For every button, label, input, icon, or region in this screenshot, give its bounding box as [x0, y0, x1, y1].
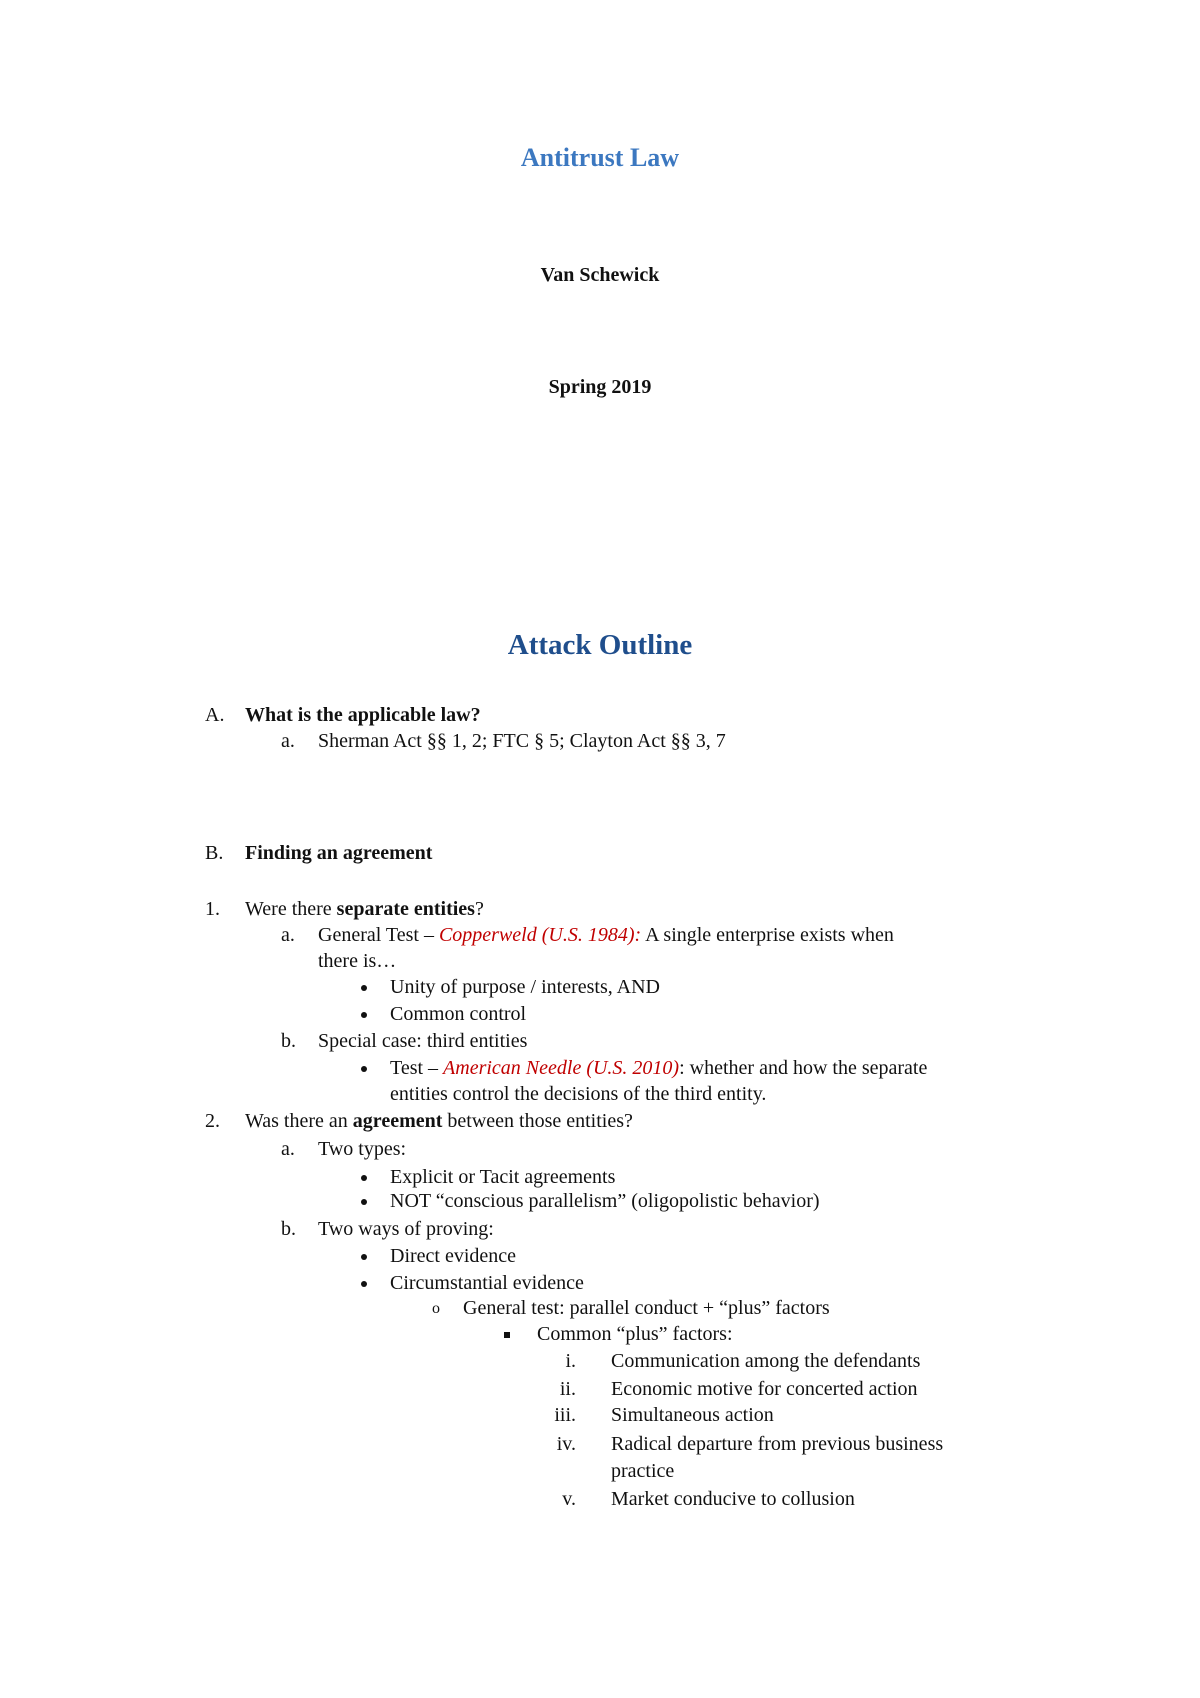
- bullet-icon: [361, 1066, 367, 1072]
- q1-a-bullet-1: Unity of purpose / interests, AND: [390, 976, 660, 998]
- outline-title: Attack Outline: [507, 629, 693, 661]
- q1-a-marker: a.: [281, 924, 295, 946]
- question-2-marker: 2.: [205, 1110, 220, 1132]
- factor-marker: iii.: [554, 1404, 576, 1426]
- q1-a-text: General Test – Copperweld (U.S. 1984): A single enterprise exists when: [318, 924, 894, 946]
- q2-a-bullet-2: NOT “conscious parallelism” (oligopolistic behavior): [390, 1190, 820, 1212]
- square-bullet-icon: [504, 1332, 510, 1338]
- q2-b-bullet-1: Direct evidence: [390, 1245, 517, 1267]
- section-a-item-a-text: Sherman Act §§ 1, 2; FTC § 5; Clayton Act §§ 3, 7: [318, 730, 726, 752]
- section-a-marker: A.: [205, 704, 225, 726]
- q1-b-marker: b.: [281, 1030, 296, 1052]
- factor-marker: iv.: [556, 1433, 576, 1455]
- factor-text-cont: practice: [611, 1460, 675, 1482]
- q2-b-marker: b.: [281, 1218, 296, 1240]
- bullet-icon: [361, 1281, 367, 1287]
- q1-b-bullet-cont: entities control the decisions of the third entity.: [390, 1083, 767, 1105]
- q1-b-text: Special case: third entities: [318, 1030, 528, 1052]
- q1-a-bullet-2: Common control: [390, 1003, 527, 1025]
- q2-a-marker: a.: [281, 1138, 295, 1160]
- section-b-marker: B.: [205, 842, 224, 864]
- q2-b-text: Two ways of proving:: [318, 1218, 494, 1240]
- bullet-icon: [361, 1012, 367, 1018]
- question-1-text: Were there separate entities?: [245, 898, 484, 920]
- factor-marker: i.: [565, 1350, 576, 1372]
- q2-a-text: Two types:: [318, 1138, 407, 1160]
- q2-a-bullet-1: Explicit or Tacit agreements: [390, 1166, 616, 1188]
- bullet-icon: [361, 985, 367, 991]
- q2-b-subsub-text: Common “plus” factors:: [537, 1323, 733, 1345]
- document-term: Spring 2019: [548, 376, 652, 398]
- q2-b-bullet-2: Circumstantial evidence: [390, 1272, 584, 1294]
- factor-text: Simultaneous action: [611, 1404, 774, 1426]
- case-citation: American Needle (U.S. 2010): [443, 1057, 680, 1079]
- q1-b-bullet: Test – American Needle (U.S. 2010): whether and how the separate: [390, 1057, 928, 1079]
- factor-marker: v.: [562, 1488, 576, 1510]
- hollow-bullet-icon: o: [432, 1300, 440, 1317]
- bullet-icon: [361, 1199, 367, 1205]
- factor-text: Economic motive for concerted action: [611, 1378, 918, 1400]
- section-b-heading: Finding an agreement: [245, 842, 433, 864]
- factor-marker: ii.: [559, 1378, 576, 1400]
- document-title: Antitrust Law: [520, 143, 680, 172]
- factor-text: Communication among the defendants: [611, 1350, 921, 1372]
- factor-text: Market conducive to collusion: [611, 1488, 855, 1510]
- q1-a-text-cont: there is…: [318, 950, 397, 972]
- section-a-item-a-marker: a.: [281, 730, 295, 752]
- document-author: Van Schewick: [540, 264, 660, 286]
- q2-b-sub-text: General test: parallel conduct + “plus” factors: [463, 1297, 830, 1319]
- section-a-heading: What is the applicable law?: [245, 704, 481, 726]
- bullet-icon: [361, 1254, 367, 1260]
- factor-text: Radical departure from previous business: [611, 1433, 944, 1455]
- question-1-marker: 1.: [205, 898, 220, 920]
- bullet-icon: [361, 1175, 367, 1181]
- question-2-text: Was there an agreement between those entities?: [245, 1110, 633, 1132]
- case-citation: Copperweld (U.S. 1984):: [438, 924, 642, 946]
